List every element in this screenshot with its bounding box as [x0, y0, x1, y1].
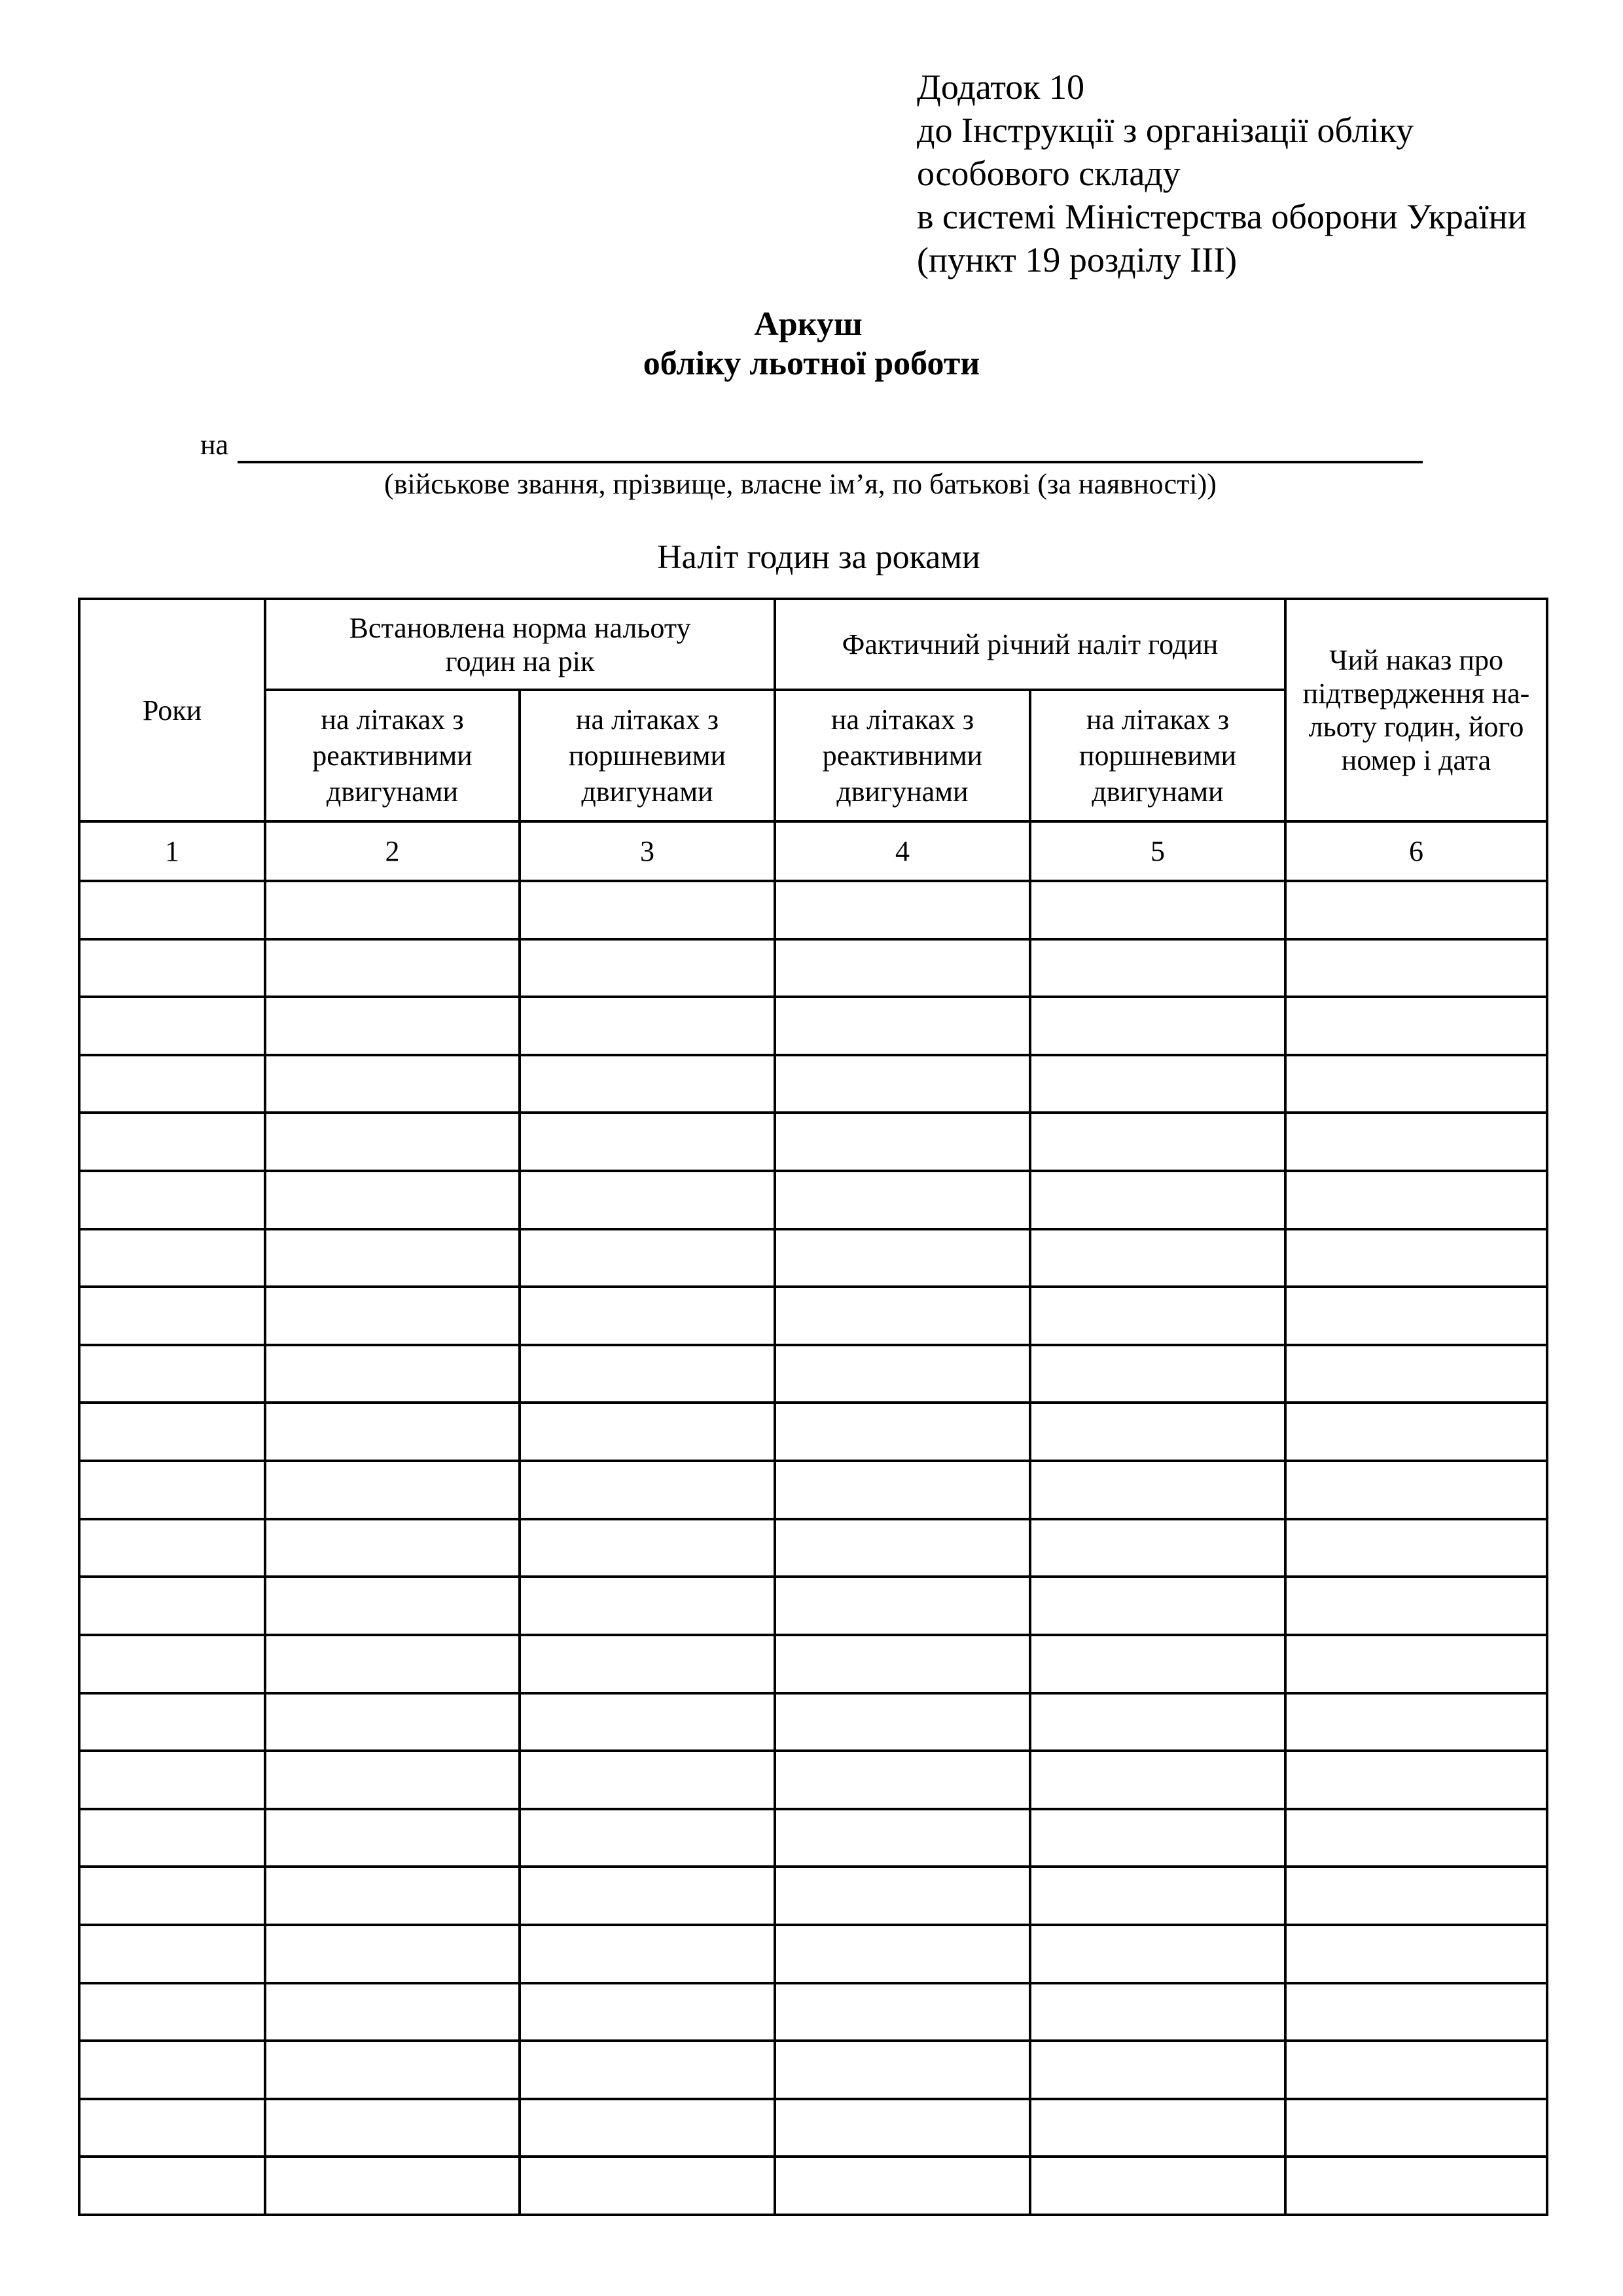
- column-number: 2: [385, 835, 400, 867]
- table-cell[interactable]: [521, 1810, 774, 1866]
- table-cell[interactable]: [776, 1404, 1029, 1460]
- table-cell[interactable]: [80, 998, 264, 1054]
- table-cell[interactable]: [80, 1230, 264, 1286]
- table-cell[interactable]: [266, 998, 518, 1054]
- table-cell[interactable]: [521, 1520, 774, 1576]
- table-cell[interactable]: [1031, 1114, 1284, 1170]
- table-cell[interactable]: [776, 2042, 1029, 2098]
- table-cell[interactable]: [80, 1578, 264, 1634]
- table-cell[interactable]: [266, 1462, 518, 1518]
- header-norm-group: [266, 600, 774, 689]
- header-sub-line: двигунами: [581, 776, 713, 808]
- table-cell[interactable]: [776, 1172, 1029, 1228]
- table-cell[interactable]: [776, 1926, 1029, 1982]
- header-years-label: Роки: [142, 694, 202, 726]
- column-number: 1: [165, 835, 179, 867]
- table-cell[interactable]: [521, 2042, 774, 2098]
- header-sub-line: двигунами: [326, 776, 459, 808]
- header-sub-line: поршневими: [568, 740, 726, 772]
- table-cell[interactable]: [521, 1288, 774, 1344]
- header-sub-line: на літаках з: [1086, 704, 1230, 736]
- table-cell[interactable]: [521, 998, 774, 1054]
- document-title: [0, 305, 1623, 384]
- table-border-right: [1546, 598, 1548, 2216]
- recipient-field[interactable]: [238, 461, 1423, 463]
- table-cell[interactable]: [776, 998, 1029, 1054]
- table-cell[interactable]: [521, 1462, 774, 1518]
- table-cell[interactable]: [1031, 1056, 1284, 1112]
- table-cell[interactable]: [80, 1520, 264, 1576]
- table-cell[interactable]: [1287, 998, 1546, 1054]
- table-cell[interactable]: [266, 1752, 518, 1808]
- recipient-caption-text: (військове звання, прізвище, власне ім’я, по батькові (за наявності)): [384, 468, 1217, 500]
- recipient-prefix: на: [200, 429, 229, 461]
- title-line-1: Аркуш: [754, 306, 863, 343]
- table-cell[interactable]: [1031, 1810, 1284, 1866]
- table-cell[interactable]: [266, 1288, 518, 1344]
- table-cell[interactable]: [1287, 2100, 1546, 2156]
- table-cell[interactable]: [776, 1114, 1029, 1170]
- column-number: 6: [1409, 835, 1423, 867]
- table-cell[interactable]: [1287, 1056, 1546, 1112]
- header-norm-piston: [521, 691, 774, 820]
- table-cell[interactable]: [80, 1172, 264, 1228]
- table-cell[interactable]: [521, 1056, 774, 1112]
- table-cell[interactable]: [1287, 1404, 1546, 1460]
- column-number: 4: [895, 835, 910, 867]
- table-cell[interactable]: [776, 941, 1029, 996]
- appendix-line: (пункт 19 розділу III): [917, 240, 1238, 279]
- table-cell[interactable]: [266, 1172, 518, 1228]
- table-cell[interactable]: [80, 1752, 264, 1808]
- table-cell[interactable]: [80, 882, 264, 938]
- table-cell[interactable]: [776, 1578, 1029, 1634]
- table-cell[interactable]: [1031, 998, 1284, 1054]
- appendix-line: особового складу: [917, 154, 1181, 193]
- table-cell[interactable]: [521, 1404, 774, 1460]
- table-cell[interactable]: [266, 1520, 518, 1576]
- column-number: 3: [640, 835, 654, 867]
- header-sub-line: на літаках з: [830, 704, 974, 736]
- header-actual-piston: [1031, 691, 1284, 820]
- header-actual-label: Фактичний річний наліт годин: [842, 628, 1219, 660]
- appendix-line: до Інструкції з організації обліку: [917, 111, 1414, 150]
- table-cell[interactable]: [266, 882, 518, 938]
- table-cell[interactable]: [776, 1346, 1029, 1402]
- table-cell[interactable]: [80, 1346, 264, 1402]
- table-cell[interactable]: [80, 1404, 264, 1460]
- table-cell[interactable]: [1031, 2100, 1284, 2156]
- table-cell[interactable]: [80, 1636, 264, 1692]
- table-cell[interactable]: [1287, 1984, 1546, 2040]
- table-cell[interactable]: [80, 2158, 264, 2214]
- table-cell[interactable]: [776, 1636, 1029, 1692]
- header-order-line: льоту годин, його: [1308, 711, 1524, 743]
- table-cell[interactable]: [776, 1462, 1029, 1518]
- appendix-note: [917, 65, 1527, 281]
- header-order-line: номер і дата: [1341, 744, 1491, 776]
- table-cell[interactable]: [80, 1056, 264, 1112]
- table-cell[interactable]: [1031, 1462, 1284, 1518]
- table-cell[interactable]: [521, 1230, 774, 1286]
- table-cell[interactable]: [776, 2158, 1029, 2214]
- table-cell[interactable]: [1031, 1636, 1284, 1692]
- header-sub-line: двигунами: [836, 776, 969, 808]
- table-cell[interactable]: [266, 1404, 518, 1460]
- header-years: [80, 600, 264, 820]
- table-cell[interactable]: [1031, 1520, 1284, 1576]
- header-actual-jet: [776, 691, 1029, 820]
- table-cell[interactable]: [521, 1926, 774, 1982]
- table-cell[interactable]: [776, 1230, 1029, 1286]
- recipient-caption: [0, 467, 1623, 501]
- header-sub-line: реактивними: [312, 740, 473, 772]
- table-cell[interactable]: [266, 1810, 518, 1866]
- table-cell[interactable]: [521, 941, 774, 996]
- table-cell[interactable]: [266, 1868, 518, 1924]
- table-cell[interactable]: [1287, 882, 1546, 938]
- table-cell[interactable]: [776, 1810, 1029, 1866]
- table-cell[interactable]: [1287, 1172, 1546, 1228]
- table-cell[interactable]: [776, 1695, 1029, 1750]
- appendix-line: в системі Міністерства оборони України: [917, 197, 1527, 236]
- table-cell[interactable]: [776, 1056, 1029, 1112]
- table-cell[interactable]: [521, 1636, 774, 1692]
- table-cell[interactable]: [1287, 1752, 1546, 1808]
- table-cell[interactable]: [776, 1752, 1029, 1808]
- table-cell[interactable]: [1287, 1520, 1546, 1576]
- table-cell[interactable]: [80, 1695, 264, 1750]
- table-cell[interactable]: [80, 941, 264, 996]
- header-sub-line: реактивними: [822, 740, 983, 772]
- table-cell[interactable]: [1031, 1578, 1284, 1634]
- table-caption: [0, 538, 1623, 577]
- table-cell[interactable]: [1287, 1114, 1546, 1170]
- table-cell[interactable]: [521, 1752, 774, 1808]
- table-cell[interactable]: [521, 1172, 774, 1228]
- table-cell[interactable]: [80, 2042, 264, 2098]
- table-cell[interactable]: [1287, 1346, 1546, 1402]
- table-cell[interactable]: [266, 941, 518, 996]
- table-cell[interactable]: [266, 1926, 518, 1982]
- table-cell[interactable]: [1287, 1810, 1546, 1866]
- table-cell[interactable]: [1287, 2042, 1546, 2098]
- table-cell[interactable]: [1287, 1868, 1546, 1924]
- table-cell[interactable]: [521, 1114, 774, 1170]
- table-cell[interactable]: [776, 1984, 1029, 2040]
- table-cell[interactable]: [521, 1984, 774, 2040]
- table-cell[interactable]: [776, 882, 1029, 938]
- table-cell[interactable]: [1287, 1926, 1546, 1982]
- table-cell[interactable]: [1031, 1346, 1284, 1402]
- header-actual-group: [776, 600, 1284, 689]
- table-cell[interactable]: [1287, 1230, 1546, 1286]
- table-cell[interactable]: [80, 1462, 264, 1518]
- table-cell[interactable]: [521, 882, 774, 938]
- table-cell[interactable]: [266, 1114, 518, 1170]
- table-cell[interactable]: [521, 1346, 774, 1402]
- table-cell[interactable]: [1031, 882, 1284, 938]
- table-cell[interactable]: [1031, 941, 1284, 996]
- table-cell[interactable]: [1287, 1462, 1546, 1518]
- table-cell[interactable]: [266, 2042, 518, 2098]
- table-cell[interactable]: [1031, 2158, 1284, 2214]
- table-cell[interactable]: [266, 1984, 518, 2040]
- table-cell[interactable]: [1287, 1578, 1546, 1634]
- table-cell[interactable]: [1031, 1288, 1284, 1344]
- table-cell[interactable]: [521, 1695, 774, 1750]
- table-border-bottom: [78, 2214, 1548, 2216]
- header-order-line: підтвердження на-: [1302, 677, 1530, 709]
- table-cell[interactable]: [1031, 1230, 1284, 1286]
- table-cell[interactable]: [1287, 2158, 1546, 2214]
- table-cell[interactable]: [521, 1868, 774, 1924]
- table-cell[interactable]: [266, 1578, 518, 1634]
- table-cell[interactable]: [1031, 1984, 1284, 2040]
- table-caption-text: Наліт годин за роками: [657, 539, 980, 576]
- appendix-line: Додаток 10: [917, 67, 1084, 107]
- table-cell[interactable]: [80, 1810, 264, 1866]
- table-cell[interactable]: [80, 1114, 264, 1170]
- header-sub-line: на літаках з: [321, 704, 464, 736]
- table-cell[interactable]: [266, 2100, 518, 2156]
- table-cell[interactable]: [1287, 1288, 1546, 1344]
- table-cell[interactable]: [1031, 1752, 1284, 1808]
- table-cell[interactable]: [266, 1056, 518, 1112]
- table-cell[interactable]: [266, 1636, 518, 1692]
- header-sub-line: на літаках з: [575, 704, 719, 736]
- table-cell[interactable]: [1287, 1636, 1546, 1692]
- table-cell[interactable]: [1031, 1868, 1284, 1924]
- header-norm-line: годин на рік: [445, 645, 595, 677]
- table-cell[interactable]: [80, 1984, 264, 2040]
- header-norm-jet: [266, 691, 518, 820]
- table-cell[interactable]: [776, 2100, 1029, 2156]
- title-line-2: обліку льотної роботи: [643, 345, 980, 382]
- header-sub-line: поршневими: [1079, 740, 1237, 772]
- table-cell[interactable]: [1031, 1172, 1284, 1228]
- table-cell[interactable]: [80, 1868, 264, 1924]
- table-cell[interactable]: [266, 1695, 518, 1750]
- table-cell[interactable]: [80, 1926, 264, 1982]
- table-cell[interactable]: [776, 1868, 1029, 1924]
- table-cell[interactable]: [776, 1288, 1029, 1344]
- table-cell[interactable]: [80, 2100, 264, 2156]
- table-cell[interactable]: [1287, 1695, 1546, 1750]
- table-cell[interactable]: [521, 1578, 774, 1634]
- table-cell[interactable]: [1031, 1926, 1284, 1982]
- table-cell[interactable]: [1031, 1695, 1284, 1750]
- table-cell[interactable]: [266, 2158, 518, 2214]
- table-cell[interactable]: [1031, 1404, 1284, 1460]
- column-number: 5: [1150, 835, 1165, 867]
- header-norm-line: Встановлена норма нальоту: [349, 611, 691, 644]
- table-cell[interactable]: [1031, 2042, 1284, 2098]
- table-cell[interactable]: [776, 1520, 1029, 1576]
- table-cell[interactable]: [521, 2158, 774, 2214]
- table-cell[interactable]: [80, 1288, 264, 1344]
- table-cell[interactable]: [266, 1230, 518, 1286]
- header-order-line: Чий наказ про: [1329, 644, 1503, 676]
- table-cell[interactable]: [1287, 941, 1546, 996]
- header-order: [1287, 600, 1546, 820]
- header-sub-line: двигунами: [1092, 776, 1224, 808]
- table-cell[interactable]: [266, 1346, 518, 1402]
- table-cell[interactable]: [521, 2100, 774, 2156]
